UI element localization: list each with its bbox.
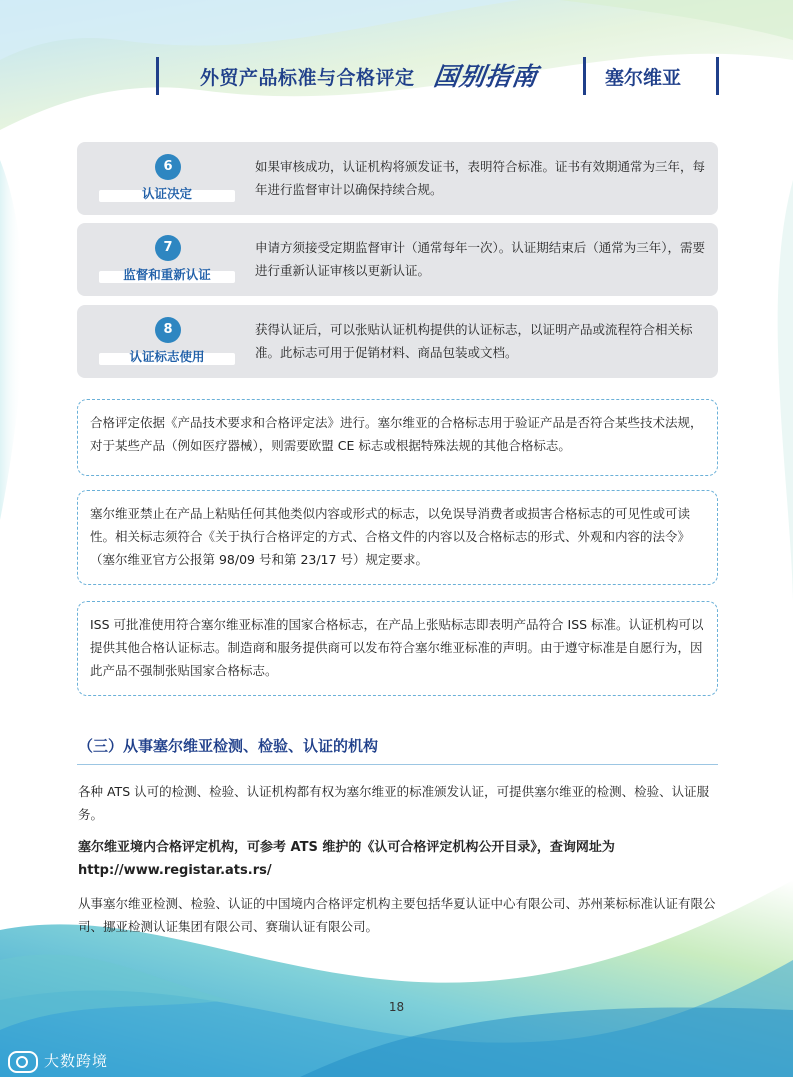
note-box: 塞尔维亚禁止在产品上粘贴任何其他类似内容或形式的标志，以免误导消费者或损害合格标志的可见性或可读性。相关标志须符合《关于执行合格评定的方式、合格文件的内容以及合格标志的形式、外观和内容的法令》（塞尔维亚官方公报第 98/09 号和第 23/17 号）规定要求。 (77, 490, 718, 585)
watermark-text: 大数跨境 (44, 1052, 109, 1070)
header-title: 外贸产品标准与合格评定 (200, 67, 415, 89)
body-paragraph-bold: 塞尔维亚境内合格评定机构，可参考 ATS 维护的《认可合格评定机构公开目录》，查询网址为 http://www.registar.ats.rs/ (78, 840, 615, 878)
step-label: 认证标志使用 (129, 349, 205, 364)
watermark (8, 1050, 108, 1073)
watermark-logo-icon (8, 1051, 38, 1073)
header-country: 塞尔维亚 (605, 67, 682, 89)
section-heading: （三）从事塞尔维亚检测、检验、认证的机构 (78, 737, 379, 755)
step-number-badge: 6 (155, 154, 181, 180)
body-paragraph: 各种 ATS 认可的检测、检验、认证机构都有权为塞尔维亚的标准颁发认证，可提供塞尔维亚的检测、检验、认证服务。 (78, 784, 710, 822)
header-divider-right (716, 57, 719, 95)
section-divider (77, 764, 718, 765)
header-script-title: 国别指南 (431, 62, 540, 91)
page-number: 18 (388, 1000, 405, 1014)
step-description: 如果审核成功，认证机构将颁发证书，表明符合标准。证书有效期通常为三年，每年进行监督审计以确保持续合规。 (255, 159, 706, 197)
step-description: 申请方须接受定期监督审计（通常每年一次）。认证期结束后（通常为三年），需要进行重新认证审核以更新认证。 (255, 240, 706, 278)
note-box: ISS 可批准使用符合塞尔维亚标准的国家合格标志，在产品上张贴标志即表明产品符合 ISS 标准。认证机构可以提供其他合格认证标志。制造商和服务提供商可以发布符合塞尔维亚标准的声明。由于遵守标准是自愿行为，因此产品不强制张贴国家合格标志。 (77, 601, 718, 696)
step-label-box (99, 265, 235, 285)
page-header (0, 55, 793, 99)
step-label: 认证决定 (141, 186, 192, 201)
step-description: 获得认证后，可以张贴认证机构提供的认证标志，以证明产品或流程符合相关标准。此标志可用于促销材料、商品包装或文档。 (255, 322, 693, 360)
note-box: 合格评定依据《产品技术要求和合格评定法》进行。塞尔维亚的合格标志用于验证产品是否符合某些技术法规，对于某些产品（例如医疗器械），则需要欧盟 CE 标志或根据特殊法规的其他合格标志。 (77, 399, 718, 476)
step-number-badge: 7 (155, 235, 181, 261)
step-label: 监督和重新认证 (123, 267, 211, 282)
body-paragraph: 从事塞尔维亚检测、检验、认证的中国境内合格评定机构主要包括华夏认证中心有限公司、苏州莱标标准认证有限公司、挪亚检测认证集团有限公司、赛瑞认证有限公司。 (78, 896, 716, 934)
step-number-badge: 8 (155, 317, 181, 343)
header-divider-mid (583, 57, 586, 95)
header-divider-left (156, 57, 159, 95)
step-label-box (99, 347, 235, 367)
step-card (77, 142, 718, 215)
step-card (77, 305, 718, 378)
step-card (77, 223, 718, 296)
step-label-box (99, 184, 235, 204)
